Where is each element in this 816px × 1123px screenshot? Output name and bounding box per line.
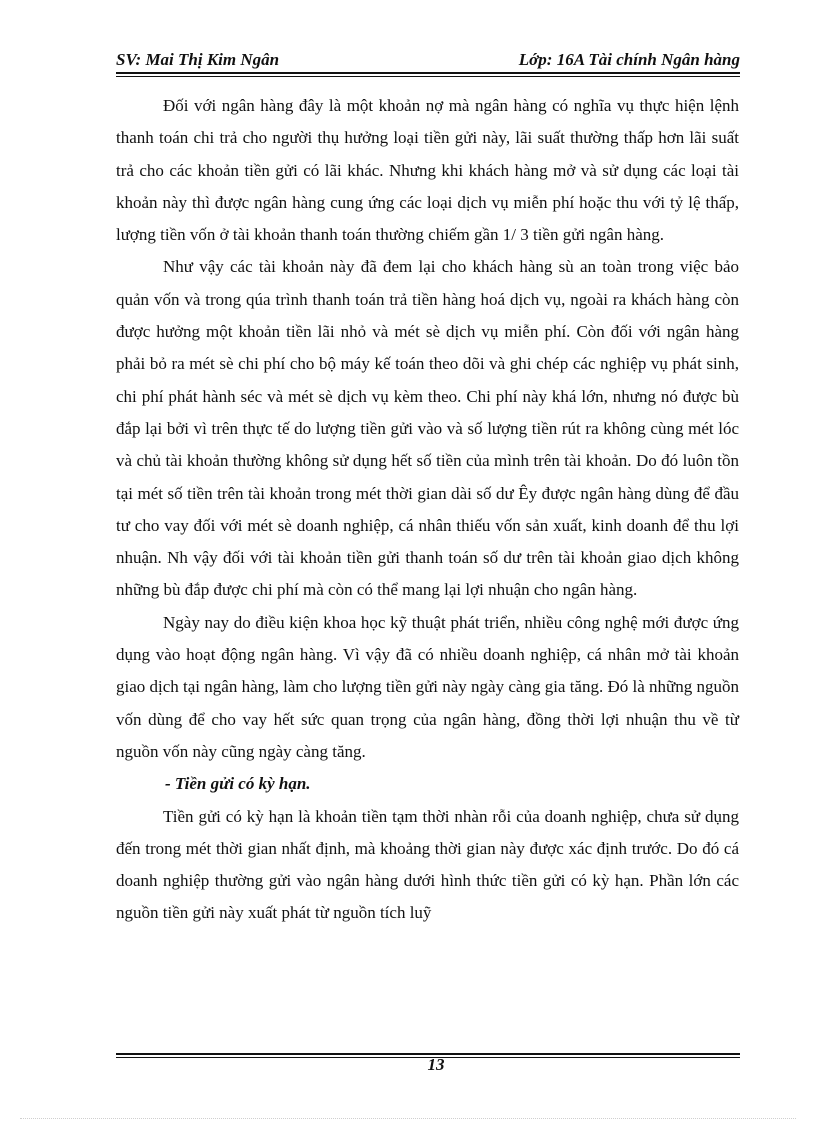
body-paragraph: Tiền gửi có kỳ hạn là khoản tiền tạm thời nhàn rỗi của doanh nghiệp, chưa sử dụng đến trong mét thời gian nhất định, mà khoảng thời gian này được xác định trước. Do đó cá doanh nghiệp thường gửi vào ngân hàng dưới hình thức tiền gửi có kỳ hạn. Phần lớn các nguồn tiền gửi này xuất phát từ nguồn tích luỹ bbox=[116, 806, 739, 923]
body-paragraph: Ngày nay do điều kiện khoa học kỹ thuật phát triển, nhiều công nghệ mới được ứng dụng vào hoạt động ngân hàng. Vì vậy đã có nhiều doanh nghiệp, cá nhân mở tài khoản giao dịch tại ngân hàng, làm cho lượng tiền gửi này ngày càng gia tăng. Đó là những nguồn vốn dùng để cho vay hết sức quan trọng của ngân hàng, đồng thời lợi nhuận thu về từ nguồn vốn này cũng ngày càng tăng. bbox=[116, 612, 739, 761]
document-body bbox=[116, 90, 739, 930]
page-number: 13 bbox=[427, 1055, 445, 1074]
body-paragraph: Đối với ngân hàng đây là một khoản nợ mà ngân hàng có nghĩa vụ thực hiện lệnh thanh toán chi trả cho người thụ hưởng loại tiền gửi này, lãi suất thường thấp hơn lãi suất trả cho các khoản tiền gửi có lãi khác. Nhưng khi khách hàng mở và sử dụng các loại tài khoản này thì được ngân hàng cung ứng các loại dịch vụ miễn phí hoặc thu với tỷ lệ thấp, lượng tiền vốn ở tài khoản thanh toán thường chiếm gần 1/ 3 tiền gửi ngân hàng. bbox=[116, 96, 739, 245]
page-header bbox=[116, 48, 740, 74]
header-divider bbox=[116, 72, 740, 77]
section-subheading: - Tiền gửi có kỳ hạn. bbox=[165, 774, 311, 794]
header-student-name: SV: Mai Thị Kim Ngân bbox=[116, 50, 280, 69]
header-class-name: Lớp: 16A Tài chính Ngân hàng bbox=[518, 50, 740, 69]
page-edge-dotted-line bbox=[20, 1118, 796, 1119]
body-paragraph: Như vậy các tài khoản này đã đem lại cho khách hàng sù an toàn trong việc bảo quản vốn và trong qúa trình thanh toán trả tiền hàng hoá dịch vụ, ngoài ra khách hàng còn được hưởng một khoản tiền lãi nhỏ và mét sè dịch vụ miễn phí. Còn đối với ngân hàng phải bỏ ra mét sè chi phí cho bộ máy kế toán theo dõi và ghi chép các nghiệp vụ phát sinh, chi phí phát hành séc và mét sè dịch vụ kèm theo. Chi phí này khá lớn, nhưng nó được bù đắp lại bởi vì trên thực tế do lượng tiền gửi vào và số lượng tiền rút ra không cùng mét lóc và chủ tài khoản thường không sử dụng hết số tiền của mình trên tài khoản. Do đó luôn tồn tại mét số tiền trên tài khoản trong mét thời gian dài số dư Êy được ngân hàng dùng để đầu tư cho vay đối với mét sè doanh nghiệp, cá nhân thiếu vốn sản xuất, kinh doanh để thu lợi nhuận. Nh vậy đối với tài khoản tiền gửi thanh toán số dư trên tài khoản giao dịch không những bù đắp được chi phí mà còn có thể mang lại lợi nhuận cho ngân hàng. bbox=[116, 257, 739, 600]
